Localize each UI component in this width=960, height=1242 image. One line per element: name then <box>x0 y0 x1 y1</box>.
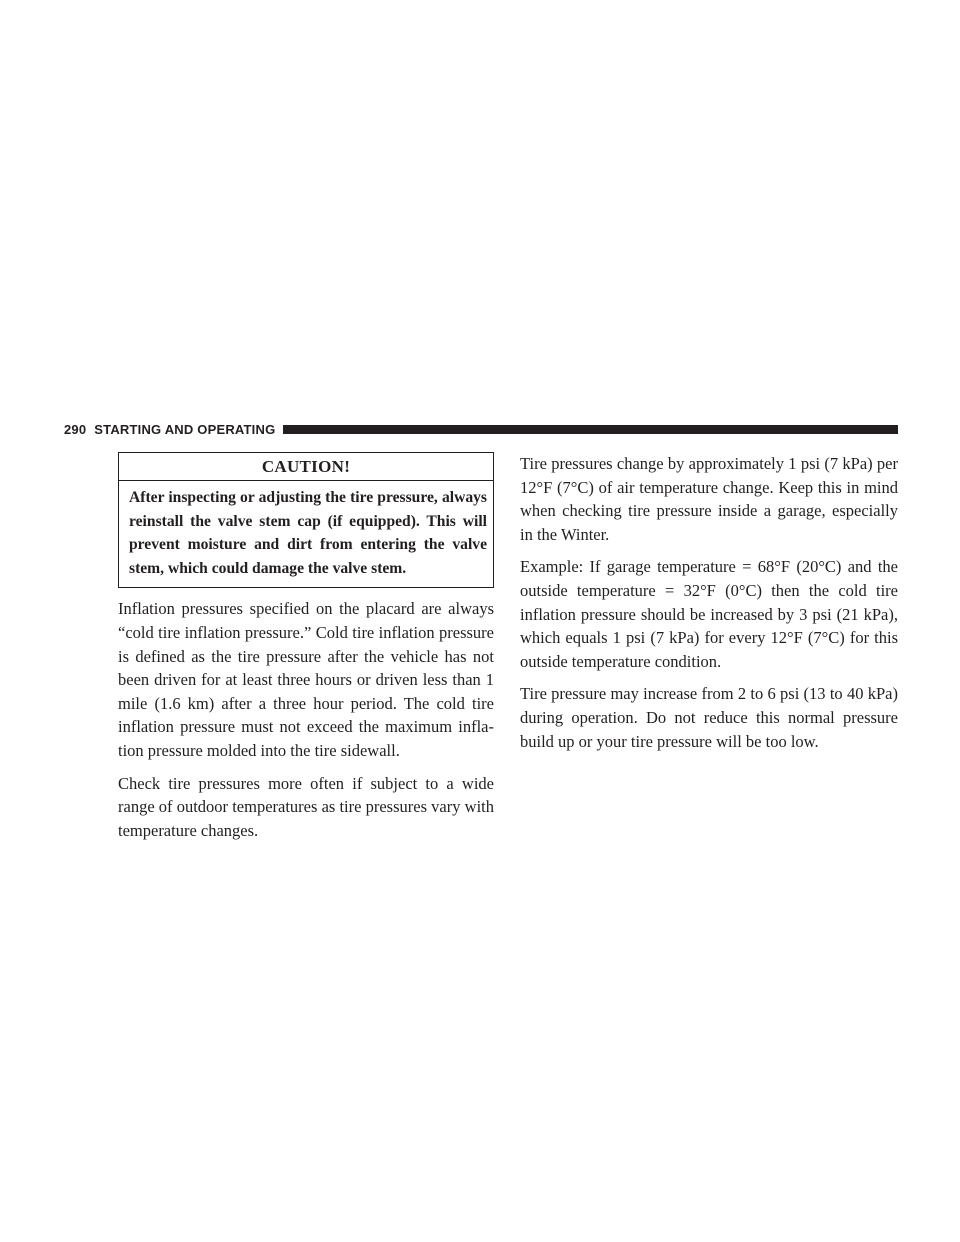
paragraph-pressure-increase: Tire pressure may increase from 2 to 6 psi (13 to 40 kPa) during operation. Do not reduce this normal pressure build up or your tire pressure will be too low. <box>520 684 898 751</box>
page-header <box>64 419 898 439</box>
caution-title: CAUTION! <box>119 453 493 481</box>
paragraph-inflation-pressures: Inflation pressures specified on the placard are always “cold tire inflation pressure.” Cold tire inflation pressure is defined as the tire pressure after the vehicle has not been driven for at least three hours or driven less than 1 mile (1.6 km) after a three hour period. The cold tire inflation pressure must not exceed the maximum inflation pressure molded into the tire sidewall. <box>118 599 494 760</box>
caution-box <box>118 452 494 588</box>
paragraph-pressure-change: Tire pressures change by approximately 1 psi (7 kPa) per 12°F (7°C) of air temperature change. Keep this in mind when checking tire pressure inside a garage, especially in the Winter. <box>520 454 898 544</box>
right-column <box>520 452 898 762</box>
section-title: STARTING AND OPERATING <box>94 421 276 437</box>
paragraph-check-pressures: Check tire pressures more often if subject to a wide range of outdoor temperatures as tire pressures vary with temperature changes. <box>118 773 494 840</box>
paragraph-example: Example: If garage temperature = 68°F (20°C) and the outside temperature = 32°F (0°C) then the cold tire inflation pressure should be increased by 3 psi (21 kPa), which equals 1 psi (7 kPa) for every 12°F (7°C) for this outside temperature condition. <box>520 557 898 671</box>
header-rule <box>283 425 898 434</box>
page-number: 290 <box>64 421 87 437</box>
caution-text: After inspecting or adjusting the tire pressure, always reinstall the valve stem cap (if equipped). This will prevent moisture and dirt from entering the valve stem, which could damage the valve stem. <box>129 489 487 577</box>
left-column <box>118 452 494 851</box>
